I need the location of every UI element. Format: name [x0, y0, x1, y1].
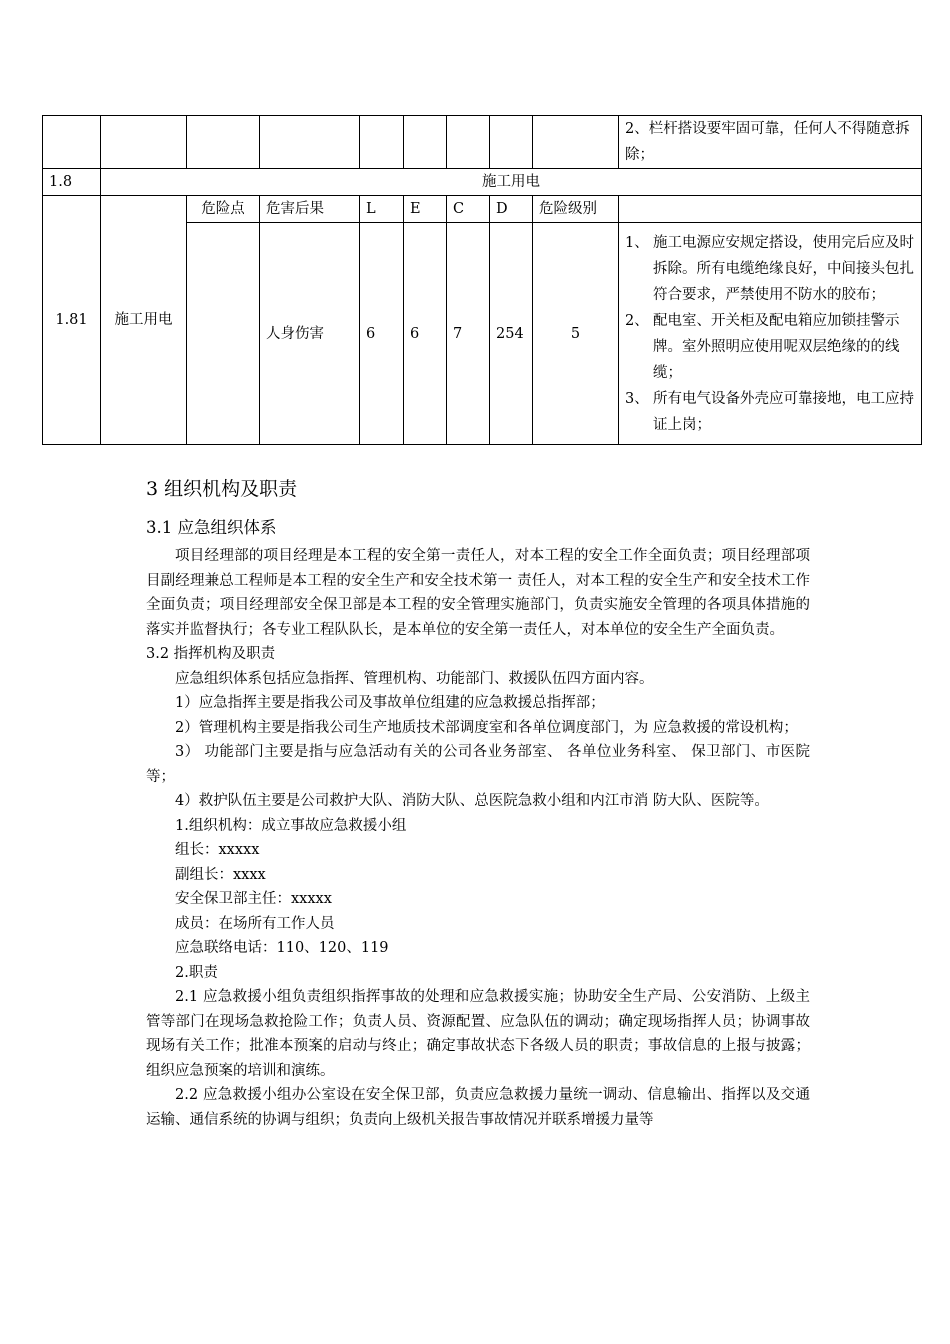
c-value: 7 [447, 223, 490, 445]
section-3-body [146, 544, 810, 1132]
duty-2-1: 2.1 应急救援小组负责组织指挥事故的处理和应急救援实施；协助安全生产局、公安消防、上级主管等部门在现场急救抢险工作；负责人员、资源配置、应急队伍的调动；确定现场指挥人员；协调事故现场有关工作；批准本预案的启动与终止；确定事故状态下各级人员的职责；事故信息的上报与披露；组织应急预案的培训和演练。 [146, 989, 810, 1079]
paragraph: 应急组织体系包括应急指挥、管理机构、功能部门、救援队伍四方面内容。 [175, 670, 654, 687]
header-consequence: 危害后果 [260, 196, 360, 223]
header-l: L [360, 196, 404, 223]
section-title: 施工用电 [101, 169, 922, 196]
header-danger-point: 危险点 [187, 196, 260, 223]
paragraph: 3） 功能部门主要是指与应急活动有关的公司各业务部室、 各单位业务科室、 保卫部门、市医院等； [146, 744, 810, 785]
vice-leader: 副组长：xxxx [175, 866, 266, 883]
section-id: 1.8 [43, 169, 101, 196]
leader: 组长：xxxxx [175, 842, 260, 858]
duties-title: 2.职责 [175, 964, 218, 981]
measure-item: 1、 施工电源应安规定搭设，使用完后应及时拆除。所有电缆绝缘良好，中间接头包扎符合要求，严禁使用不防水的胶布； [625, 234, 914, 303]
measure-item: 3、 所有电气设备外壳应可靠接地，电工应持证上岗； [625, 390, 914, 433]
members: 成员：在场所有工作人员 [175, 915, 335, 932]
header-c: C [447, 196, 490, 223]
paragraph: 4）救护队伍主要是公司救护大队、消防大队、总医院急救小组和内江市消 防大队、医院等。 [175, 793, 769, 809]
section-3-2-heading: 3.2 指挥机构及职责 [146, 646, 276, 662]
table-row-continued [43, 116, 922, 169]
paragraph: 1）应急指挥主要是指我公司及事故单位组建的应急救援总指挥部； [175, 695, 605, 711]
emergency-phone: 应急联络电话：110、120、119 [175, 940, 389, 956]
measure-item: 2、 配电室、开关柜及配电箱应加锁挂警示牌。室外照明应使用呢双层绝缘的的线缆； [625, 312, 900, 381]
paragraph-3-1: 项目经理部的项目经理是本工程的安全第一责任人，对本工程的安全工作全面负责；项目经理部项目副经理兼总工程师是本工程的安全生产和安全技术第一 责任人，对本工程的安全生产和安全技术工作全面负责；项目经理部安全保卫部是本工程的安全管理实施部门，负责实施安全管理的各项具体措施的落实并监督执行；各专业工程队队长，是本单位的安全第一责任人，对本单位的安全生产全面负责。 [146, 548, 810, 638]
section-3-1-heading: 3.1 应急组织体系 [146, 518, 277, 537]
e-value: 6 [404, 223, 447, 445]
header-row [43, 196, 922, 223]
header-d: D [490, 196, 533, 223]
danger-point-cell [187, 223, 260, 445]
level-value: 5 [533, 223, 619, 445]
header-level: 危险级别 [533, 196, 619, 223]
org-title: 1.组织机构：成立事故应急救援小组 [175, 817, 407, 834]
measures-cell [619, 223, 922, 445]
section-row [43, 169, 922, 196]
section-3-heading: 3 组织机构及职责 [146, 478, 298, 500]
item-id: 1.81 [43, 196, 101, 445]
risk-assessment-table [42, 115, 922, 445]
l-value: 6 [360, 223, 404, 445]
security-head: 安全保卫部主任：xxxxx [175, 891, 332, 907]
consequence-cell: 人身伤害 [260, 223, 360, 445]
header-e: E [404, 196, 447, 223]
item-name: 施工用电 [101, 196, 187, 445]
d-value: 254 [490, 223, 533, 445]
measures-cell: 2、栏杆搭设要牢固可靠，任何人不得随意拆除； [619, 116, 922, 169]
duty-2-2: 2.2 应急救援小组办公室设在安全保卫部，负责应急救援力量统一调动、信息输出、指挥以及交通运输、通信系统的协调与组织；负责向上级机关报告事故情况并联系增援力量等 [146, 1087, 810, 1128]
paragraph: 2）管理机构主要是指我公司生产地质技术部调度室和各单位调度部门，为 应急救援的常设机构； [175, 719, 798, 736]
